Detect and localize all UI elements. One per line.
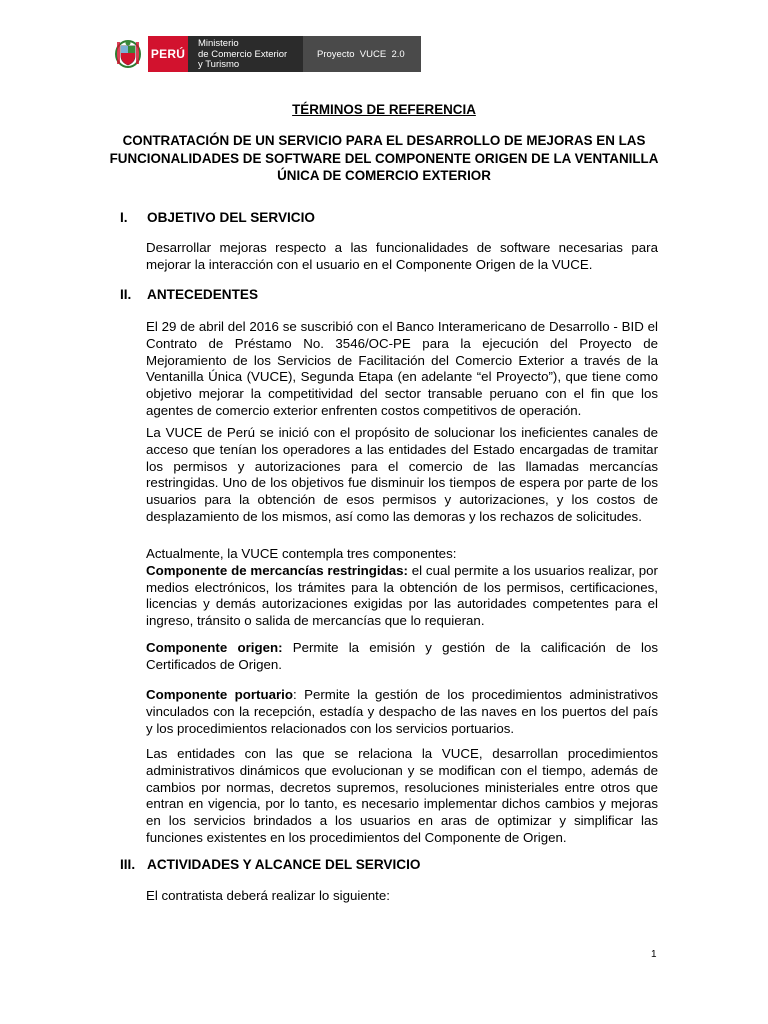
section-title: ACTIVIDADES Y ALCANCE DEL SERVICIO <box>147 857 421 872</box>
project-label: Proyecto VUCE 2.0 <box>303 36 421 72</box>
section-number: I. <box>120 210 128 225</box>
component-label: Componente de mercancías restringidas: <box>146 562 408 578</box>
ministry-line-1: Ministerio <box>198 38 239 50</box>
ministry-line-3: y Turismo <box>198 59 240 71</box>
paragraph-componentes-intro <box>146 546 658 630</box>
paragraph-antecedentes-2: La VUCE de Perú se inició con el propósito de solucionar los ineficientes canales de acceso que tenían los operadores a las entidades del Estado encargadas de tramitar los permisos y autorizaciones para el comercio de las llamadas mercancías restringidas. Uno de los objetivos fue disminuir los tiempos de espera por parte de los usuarios para la obtención de esos permisos y autorizaciones, y los costos de desplazamiento de los mismos, así como las demoras y los rechazos de solicitudes. <box>146 425 658 524</box>
paragraph-contratista: El contratista deberá realizar lo siguiente: <box>146 888 390 903</box>
section-heading-2 <box>120 287 258 302</box>
header-banner <box>108 36 421 72</box>
section-heading-3 <box>120 857 420 872</box>
paragraph-entidades: Las entidades con las que se relaciona la VUCE, desarrollan procedimientos administrativos dinámicos que evolucionan y se modifican con el tiempo, además de cambios por normas, decretos supremos, resoluciones ministeriales entre otros que entran en vigencia, por lo tanto, es necesario implementar dichos cambios y mejoras en los servicios brindados a los usuarios en aras de optimizar y simplificar las funciones existentes en los procedimientos del Componente de Origen. <box>146 746 658 845</box>
component-restringidas <box>146 563 658 630</box>
component-text: el cual permite a los usuarios realizar, por medios electrónicos, los trámites para la obtención de los permisos, certificaciones, licencias y demás autorizaciones exigidas por las autoridades competentes para el ingreso, tránsito o salida de mercancías que lo requieran. <box>146 562 658 629</box>
component-label: Componente origen: <box>146 640 283 655</box>
paragraph-objetivo: Desarrollar mejoras respecto a las funcionalidades de software necesarias para mejorar la interacción con el usuario en el Componente Origen de la VUCE. <box>146 240 658 272</box>
component-label: Componente portuario <box>146 687 293 702</box>
component-origen <box>146 640 658 674</box>
document-title: TÉRMINOS DE REFERENCIA <box>292 102 476 117</box>
component-text: Permite la emisión y gestión de la calificación de los Certificados de Origen. <box>146 640 658 672</box>
section-heading-1 <box>120 210 315 225</box>
ministry-label <box>188 36 303 72</box>
paragraph-antecedentes-1: El 29 de abril del 2016 se suscribió con el Banco Interamericano de Desarrollo - BID el Contrato de Préstamo No. 3546/OC-PE para la ejecución del Proyecto de Mejoramiento de los Servicios de Facilitación del Comercio Exterior a través de la Ventanilla Única (VUCE), Segunda Etapa (en adelante “el Proyecto”), que tiene como objetivo mejorar la competitividad del sector transable peruano con el fin que los agentes de comercio exterior enfrenten costos competitivos de operación. <box>146 319 658 418</box>
section-title: OBJETIVO DEL SERVICIO <box>147 210 315 225</box>
component-text: : Permite la gestión de los procedimientos administrativos vinculados con la recepción, estadía y despacho de las naves en los puertos del país y los procedimientos relacionados con los servicios portuarios. <box>146 687 658 736</box>
coat-of-arms-icon <box>108 36 148 72</box>
component-portuario <box>146 687 658 737</box>
country-label: PERÚ <box>148 36 188 72</box>
ministry-line-2: de Comercio Exterior <box>198 48 288 60</box>
actualmente-line: Actualmente, la VUCE contempla tres componentes: <box>146 546 457 561</box>
section-title: ANTECEDENTES <box>147 287 259 302</box>
section-number: III. <box>120 857 136 872</box>
section-number: II. <box>120 287 132 302</box>
document-subtitle: CONTRATACIÓN DE UN SERVICIO PARA EL DESARROLLO DE MEJORAS EN LAS FUNCIONALIDADES DE SOFTWARE DEL COMPONENTE ORIGEN DE LA VENTANILLA ÚNICA DE COMERCIO EXTERIOR <box>109 133 659 183</box>
page-number: 1 <box>651 949 657 960</box>
